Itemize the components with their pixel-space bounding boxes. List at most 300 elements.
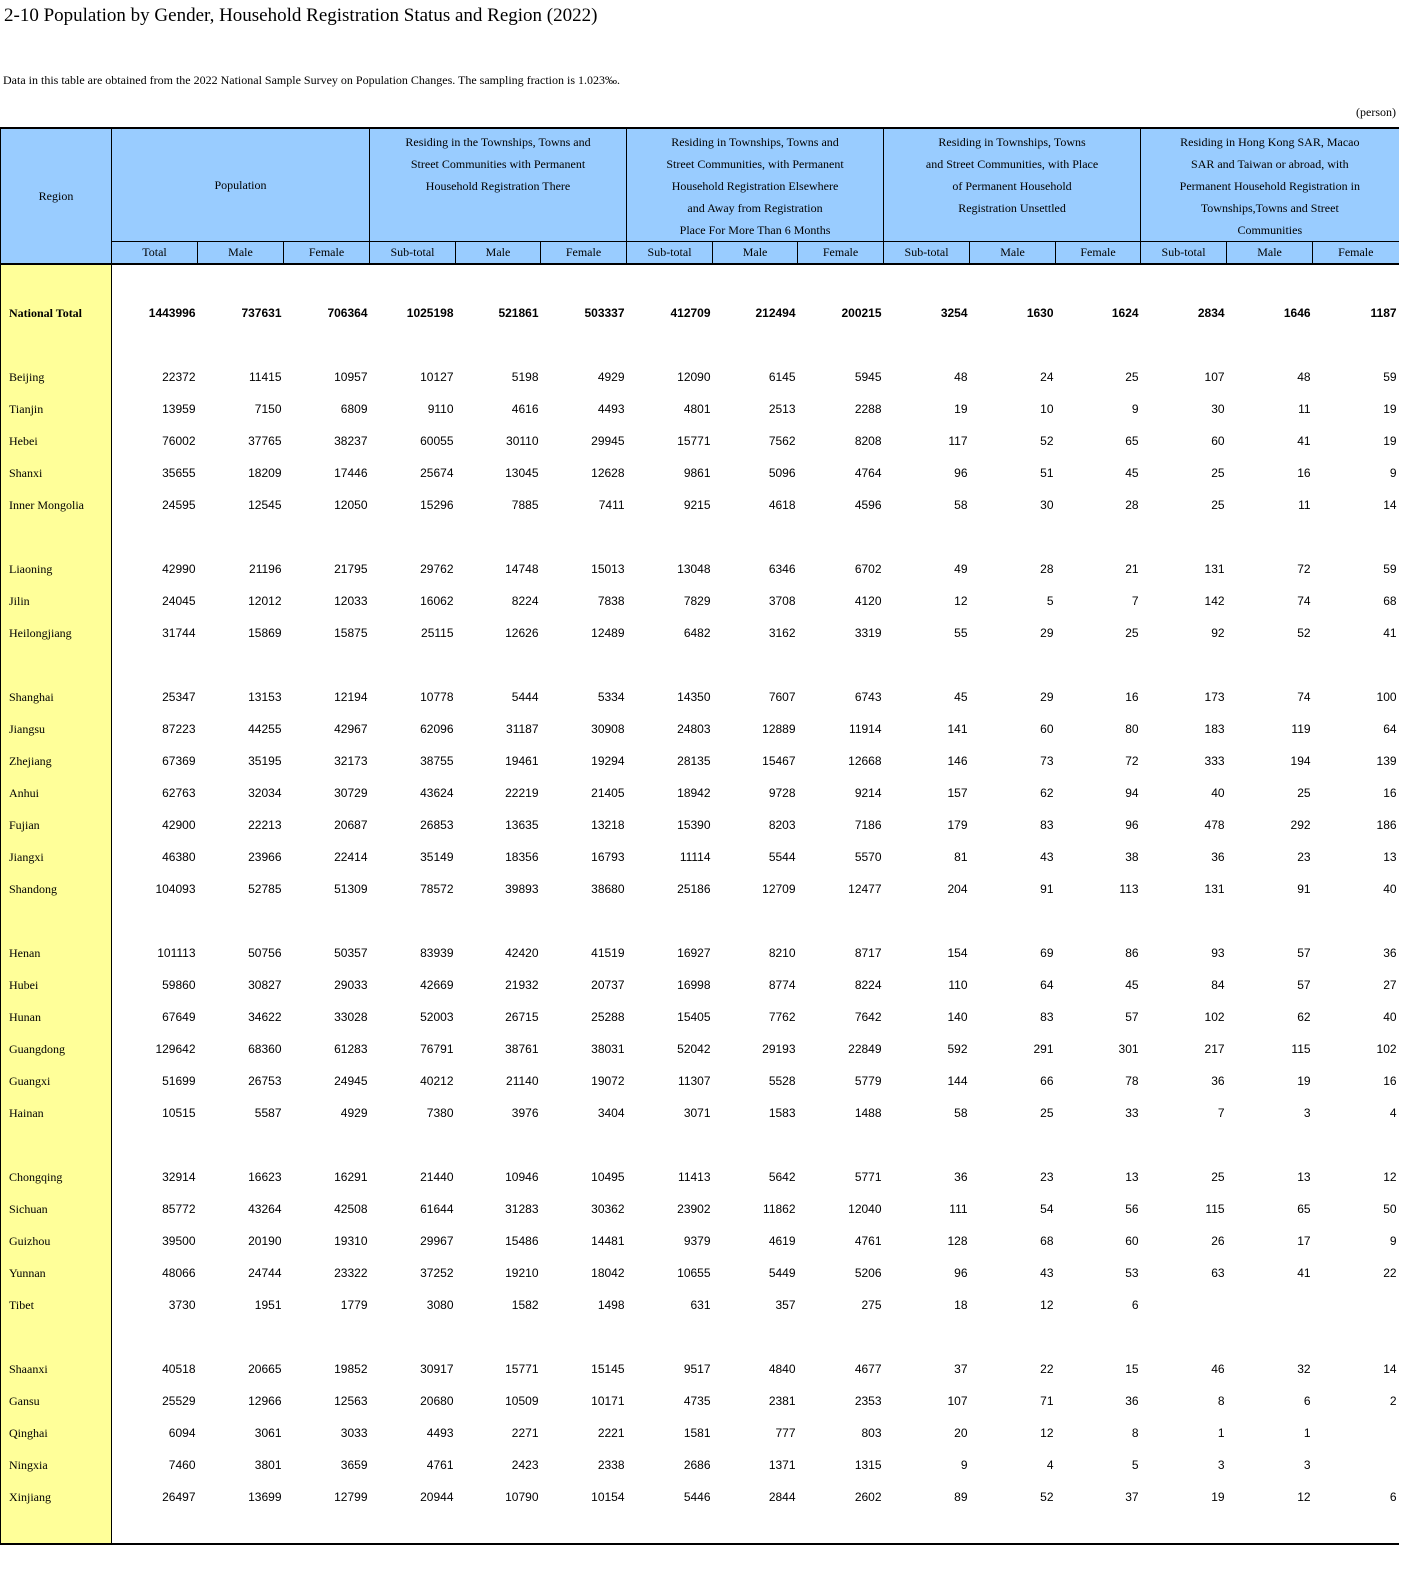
table-row: [1, 393, 1399, 425]
value-cell: 53: [1125, 1266, 1139, 1280]
region-name: Yunnan: [1, 1257, 112, 1289]
value-cell: 3162: [768, 626, 796, 640]
value-cell: 13: [1297, 1170, 1311, 1184]
value-cell: 21932: [505, 978, 539, 992]
value-cell: 113: [1119, 882, 1139, 896]
value-cell: 10509: [505, 1394, 539, 1408]
value-cell: 20737: [591, 978, 625, 992]
table-row: [1, 1193, 1399, 1225]
value-cell: 81: [954, 850, 968, 864]
value-cell: 22414: [334, 850, 368, 864]
value-cell: 31744: [162, 626, 196, 640]
value-cell: 737631: [198, 264, 284, 361]
value-cell: 4: [1046, 1458, 1054, 1472]
subheader-cell: Female: [1313, 242, 1399, 265]
value-cell: 24803: [677, 722, 711, 736]
value-cell: 68360: [248, 1042, 282, 1056]
value-cell: 10127: [420, 370, 454, 384]
value-cell: 3080: [426, 1298, 454, 1312]
value-cell: 333: [1204, 754, 1225, 768]
value-cell: 13045: [505, 466, 539, 480]
value-cell: 30: [1211, 402, 1225, 416]
value-cell: 19072: [591, 1074, 625, 1088]
value-cell: 26497: [162, 1490, 196, 1504]
value-cell: 11914: [849, 722, 882, 736]
value-cell: 19: [1297, 1074, 1311, 1088]
value-cell: 46: [1211, 1362, 1225, 1376]
value-cell: 1187: [1313, 264, 1399, 361]
value-cell: 42967: [334, 722, 368, 736]
value-cell: 21795: [334, 562, 368, 576]
value-cell: 107: [947, 1394, 968, 1408]
value-cell: 37: [954, 1362, 968, 1376]
value-cell: 3033: [340, 1426, 368, 1440]
value-cell: 40: [1211, 786, 1225, 800]
value-cell: 217: [1204, 1042, 1225, 1056]
table-row: [1, 361, 1399, 393]
value-cell: 6482: [683, 626, 711, 640]
value-cell: 26753: [248, 1074, 282, 1088]
value-cell: 503337: [541, 264, 627, 361]
value-cell: 1779: [340, 1298, 368, 1312]
value-cell: 42508: [334, 1202, 368, 1216]
value-cell: 29945: [591, 434, 625, 448]
spacer-row: [1, 1321, 1399, 1353]
value-cell: 10: [1040, 402, 1054, 416]
value-cell: 803: [861, 1426, 882, 1440]
value-cell: 25: [1211, 1170, 1225, 1184]
value-cell: 2602: [854, 1490, 882, 1504]
value-cell: 36: [1125, 1394, 1139, 1408]
value-cell: 2338: [597, 1458, 625, 1472]
value-cell: 30729: [334, 786, 368, 800]
value-cell: 36: [1211, 850, 1225, 864]
value-cell: 12: [1040, 1426, 1054, 1440]
value-cell: 5587: [254, 1106, 282, 1120]
region-name: Hebei: [1, 425, 112, 457]
value-cell: 3: [1303, 1106, 1311, 1120]
table-row: [1, 264, 1399, 361]
value-cell: 30917: [420, 1362, 454, 1376]
value-cell: 777: [775, 1426, 796, 1440]
value-cell: 1624: [1056, 264, 1141, 361]
value-cell: 12: [954, 594, 968, 608]
value-cell: 12628: [591, 466, 625, 480]
value-cell: 50: [1383, 1202, 1397, 1216]
region-name: Hunan: [1, 1001, 112, 1033]
value-cell: 5334: [597, 690, 625, 704]
value-cell: 4761: [426, 1458, 454, 1472]
value-cell: 8224: [854, 978, 882, 992]
value-cell: 24945: [334, 1074, 368, 1088]
value-cell: 18942: [677, 786, 711, 800]
value-cell: 5570: [854, 850, 882, 864]
table-row: [1, 553, 1399, 585]
value-cell: 12477: [848, 882, 882, 896]
value-cell: 104093: [155, 882, 196, 896]
region-name: Zhejiang: [1, 745, 112, 777]
value-cell: 6: [1389, 1490, 1397, 1504]
value-cell: 10946: [505, 1170, 539, 1184]
value-cell: 63: [1211, 1266, 1225, 1280]
value-cell: 7186: [854, 818, 882, 832]
table-row: [1, 1001, 1399, 1033]
value-cell: 9110: [427, 402, 454, 416]
value-cell: 6346: [768, 562, 796, 576]
value-cell: 1371: [768, 1458, 796, 1472]
value-cell: 60055: [420, 434, 454, 448]
value-cell: 50756: [248, 946, 282, 960]
value-cell: 12194: [334, 690, 368, 704]
value-cell: 26715: [505, 1010, 539, 1024]
table-row: [1, 1417, 1399, 1449]
value-cell: 52: [1040, 1490, 1054, 1504]
value-cell: 29033: [334, 978, 368, 992]
value-cell: 23966: [248, 850, 282, 864]
header-group-registration-unsettled: Residing in Townships, Towns and Street Communities, with Place of Permanent Household Registration Unsettled: [884, 128, 1141, 242]
subheader-cell: Female: [541, 242, 627, 265]
value-cell: 12: [1383, 1170, 1397, 1184]
value-cell: 141: [947, 722, 968, 736]
value-cell: 10655: [677, 1266, 711, 1280]
value-cell: 15405: [677, 1010, 711, 1024]
table-row: [1, 841, 1399, 873]
value-cell: 13959: [162, 402, 196, 416]
value-cell: 14481: [591, 1234, 625, 1248]
subheader-row: [1, 242, 1399, 265]
value-cell: 25: [1211, 498, 1225, 512]
value-cell: 15390: [677, 818, 711, 832]
value-cell: 12: [1040, 1298, 1054, 1312]
spacer-row: [1, 905, 1399, 937]
value-cell: 96: [954, 1266, 968, 1280]
value-cell: 13218: [591, 818, 625, 832]
value-cell: 3071: [683, 1106, 711, 1120]
table-row: [1, 1481, 1399, 1513]
value-cell: 40212: [420, 1074, 454, 1088]
value-cell: 37765: [248, 434, 282, 448]
value-cell: 16: [1383, 786, 1397, 800]
value-cell: 12012: [248, 594, 282, 608]
value-cell: 30362: [591, 1202, 625, 1216]
value-cell: 24: [1040, 370, 1054, 384]
value-cell: 9379: [683, 1234, 711, 1248]
value-cell: 36: [1211, 1074, 1225, 1088]
value-cell: 357: [775, 1298, 796, 1312]
value-cell: 91: [1297, 882, 1311, 896]
value-cell: 9214: [854, 786, 882, 800]
value-cell: 275: [861, 1298, 882, 1312]
value-cell: 4764: [854, 466, 882, 480]
value-cell: 10778: [420, 690, 454, 704]
value-cell: 60: [1040, 722, 1054, 736]
value-cell: 22: [1040, 1362, 1054, 1376]
value-cell: 78: [1125, 1074, 1139, 1088]
value-cell: 16062: [420, 594, 454, 608]
value-cell: 31187: [506, 722, 539, 736]
region-name: Qinghai: [1, 1417, 112, 1449]
value-cell: 2381: [768, 1394, 796, 1408]
value-cell: 13048: [677, 562, 711, 576]
value-cell: 15771: [677, 434, 711, 448]
value-cell: 1582: [511, 1298, 539, 1312]
value-cell: 7: [1131, 594, 1139, 608]
value-cell: 51309: [334, 882, 368, 896]
value-cell: 8208: [854, 434, 882, 448]
value-cell: 7562: [768, 434, 796, 448]
value-cell: 72: [1297, 562, 1311, 576]
value-cell: 8: [1131, 1426, 1139, 1440]
value-cell: 19: [1211, 1490, 1225, 1504]
value-cell: 5: [1131, 1458, 1139, 1472]
table-row: [1, 1353, 1399, 1385]
value-cell: 52: [1040, 434, 1054, 448]
region-name: Shaanxi: [1, 1353, 112, 1385]
value-cell: 58: [954, 498, 968, 512]
value-cell: 25674: [420, 466, 454, 480]
value-cell: 43: [1040, 850, 1054, 864]
value-cell: 29: [1040, 626, 1054, 640]
value-cell: 29762: [420, 562, 454, 576]
value-cell: 51699: [162, 1074, 196, 1088]
header-group-permanent-here: Residing in the Townships, Towns and Street Communities with Permanent Household Registration There: [370, 128, 627, 242]
region-name: Guangxi: [1, 1065, 112, 1097]
value-cell: 51: [1040, 466, 1054, 480]
value-cell: 10515: [162, 1106, 196, 1120]
value-cell: 18356: [505, 850, 539, 864]
value-cell: 179: [947, 818, 968, 832]
value-cell: 96: [1125, 818, 1139, 832]
value-cell: 7642: [854, 1010, 882, 1024]
value-cell: 45: [1125, 978, 1139, 992]
value-cell: 61644: [420, 1202, 454, 1216]
value-cell: 35149: [420, 850, 454, 864]
value-cell: 16998: [677, 978, 711, 992]
value-cell: 25: [1125, 370, 1139, 384]
table-row: [1, 617, 1399, 649]
value-cell: 25: [1040, 1106, 1054, 1120]
value-cell: 34622: [248, 1010, 282, 1024]
value-cell: 13153: [248, 690, 282, 704]
value-cell: 128: [947, 1234, 968, 1248]
value-cell: 5206: [854, 1266, 882, 1280]
table-title: 2-10 Population by Gender, Household Registration Status and Region (2022): [4, 5, 598, 26]
value-cell: 12668: [848, 754, 882, 768]
value-cell: 2686: [683, 1458, 711, 1472]
value-cell: 12050: [334, 498, 368, 512]
value-cell: 5779: [854, 1074, 882, 1088]
region-name: Shanxi: [1, 457, 112, 489]
value-cell: 13635: [505, 818, 539, 832]
value-cell: 111: [949, 1202, 968, 1216]
value-cell: 59: [1383, 370, 1397, 384]
value-cell: 7380: [426, 1106, 454, 1120]
subheader-cell: Female: [284, 242, 370, 265]
region-name: Tibet: [1, 1289, 112, 1321]
value-cell: 15467: [762, 754, 796, 768]
value-cell: 194: [1290, 754, 1311, 768]
region-name: Shanghai: [1, 681, 112, 713]
value-cell: 12: [1297, 1490, 1311, 1504]
value-cell: 40: [1383, 1010, 1397, 1024]
value-cell: 2353: [854, 1394, 882, 1408]
value-cell: 27: [1383, 978, 1397, 992]
table-row: [1, 489, 1399, 521]
value-cell: 4735: [683, 1394, 711, 1408]
value-cell: 14748: [505, 562, 539, 576]
value-cell: 4619: [768, 1234, 796, 1248]
region-name: Gansu: [1, 1385, 112, 1417]
value-cell: 5528: [768, 1074, 796, 1088]
value-cell: 8203: [768, 818, 796, 832]
value-cell: 42990: [162, 562, 196, 576]
value-cell: 52: [1297, 626, 1311, 640]
region-name: National Total: [1, 264, 112, 361]
value-cell: 23: [1297, 850, 1311, 864]
value-cell: 592: [947, 1042, 968, 1056]
value-cell: 19210: [505, 1266, 539, 1280]
value-cell: 9728: [768, 786, 796, 800]
value-cell: 16: [1297, 466, 1311, 480]
value-cell: 25529: [162, 1394, 196, 1408]
value-cell: 19: [1383, 402, 1397, 416]
value-cell: 183: [1204, 722, 1225, 736]
value-cell: 25: [1297, 786, 1311, 800]
value-cell: 22372: [162, 370, 196, 384]
value-cell: 41: [1297, 1266, 1311, 1280]
value-cell: 76791: [420, 1042, 454, 1056]
table-row: [1, 681, 1399, 713]
value-cell: 4677: [854, 1362, 882, 1376]
value-cell: 4493: [597, 402, 625, 416]
value-cell: 7829: [683, 594, 711, 608]
value-cell: 30110: [506, 434, 539, 448]
value-cell: 71: [1040, 1394, 1054, 1408]
table-row: [1, 457, 1399, 489]
value-cell: 20190: [248, 1234, 282, 1248]
value-cell: 25288: [591, 1010, 625, 1024]
subheader-cell: Female: [798, 242, 884, 265]
value-cell: 85772: [162, 1202, 196, 1216]
subheader-cell: Male: [713, 242, 798, 265]
value-cell: 144: [947, 1074, 968, 1088]
value-cell: 4493: [426, 1426, 454, 1440]
value-cell: 2844: [768, 1490, 796, 1504]
value-cell: 9215: [683, 498, 711, 512]
subheader-cell: Sub-total: [1141, 242, 1227, 265]
region-name: Chongqing: [1, 1161, 112, 1193]
value-cell: 15869: [248, 626, 282, 640]
value-cell: 1: [1303, 1426, 1311, 1440]
value-cell: 173: [1204, 690, 1225, 704]
value-cell: 12090: [677, 370, 711, 384]
value-cell: 48: [954, 370, 968, 384]
value-cell: 65: [1125, 434, 1139, 448]
value-cell: 33028: [334, 1010, 368, 1024]
value-cell: 2423: [511, 1458, 539, 1472]
subheader-cell: Sub-total: [370, 242, 456, 265]
value-cell: 22849: [848, 1042, 882, 1056]
region-name: Heilongjiang: [1, 617, 112, 649]
value-cell: 21140: [506, 1074, 539, 1088]
value-cell: 186: [1376, 818, 1397, 832]
value-cell: 154: [947, 946, 968, 960]
value-cell: 89: [954, 1490, 968, 1504]
region-name: Shandong: [1, 873, 112, 905]
header-group-registration-elsewhere: Residing in Townships, Towns and Street Communities, with Permanent Household Registration Elsewhere and Away from Registration Place For More Than 6 Months: [627, 128, 884, 242]
table-row: [1, 777, 1399, 809]
value-cell: 80: [1125, 722, 1139, 736]
value-cell: 38031: [591, 1042, 625, 1056]
value-cell: 21405: [591, 786, 625, 800]
value-cell: 24045: [162, 594, 196, 608]
value-cell: 13699: [248, 1490, 282, 1504]
value-cell: 19852: [334, 1362, 368, 1376]
value-cell: 30908: [591, 722, 625, 736]
value-cell: 28: [1040, 562, 1054, 576]
value-cell: 21: [1125, 562, 1139, 576]
value-cell: 5945: [854, 370, 882, 384]
value-cell: 43624: [420, 786, 454, 800]
value-cell: 4120: [854, 594, 882, 608]
value-cell: 23902: [677, 1202, 711, 1216]
value-cell: 157: [947, 786, 968, 800]
table-row: [1, 1385, 1399, 1417]
value-cell: 129642: [155, 1042, 196, 1056]
value-cell: 25: [1125, 626, 1139, 640]
value-cell: 1630: [970, 264, 1056, 361]
header-population: Population: [112, 128, 370, 242]
value-cell: 101113: [157, 946, 196, 960]
value-cell: 78572: [420, 882, 454, 896]
value-cell: 4801: [683, 402, 711, 416]
value-cell: 18: [954, 1298, 968, 1312]
value-cell: 32914: [162, 1170, 196, 1184]
value-cell: 6: [1131, 1298, 1139, 1312]
value-cell: 52003: [420, 1010, 454, 1024]
value-cell: 33: [1125, 1106, 1139, 1120]
value-cell: 4929: [597, 370, 625, 384]
value-cell: 68: [1383, 594, 1397, 608]
value-cell: 11862: [763, 1202, 796, 1216]
value-cell: 115: [1205, 1202, 1225, 1216]
value-cell: 48066: [162, 1266, 196, 1280]
value-cell: 7150: [254, 402, 282, 416]
value-cell: 16793: [591, 850, 625, 864]
value-cell: 32034: [248, 786, 282, 800]
header-group-hk-macao-taiwan-abroad: Residing in Hong Kong SAR, Macao SAR and Taiwan or abroad, with Permanent Household Registration in Townships,Towns and Street Communities: [1141, 128, 1399, 242]
value-cell: 5642: [768, 1170, 796, 1184]
subheader-cell: Total: [112, 242, 198, 265]
value-cell: 14: [1383, 1362, 1397, 1376]
value-cell: 15013: [591, 562, 625, 576]
value-cell: 1443996: [112, 264, 198, 361]
value-cell: 20944: [420, 1490, 454, 1504]
value-cell: 22213: [248, 818, 282, 832]
value-cell: 9517: [683, 1362, 711, 1376]
value-cell: 20687: [334, 818, 368, 832]
value-cell: 42420: [505, 946, 539, 960]
value-cell: 12626: [505, 626, 539, 640]
value-cell: 24744: [248, 1266, 282, 1280]
value-cell: 11307: [678, 1074, 711, 1088]
value-cell: 68: [1040, 1234, 1054, 1248]
value-cell: 14350: [677, 690, 711, 704]
value-cell: 19310: [334, 1234, 368, 1248]
value-cell: 43264: [248, 1202, 282, 1216]
value-cell: 60: [1125, 1234, 1139, 1248]
value-cell: 15: [1125, 1362, 1139, 1376]
